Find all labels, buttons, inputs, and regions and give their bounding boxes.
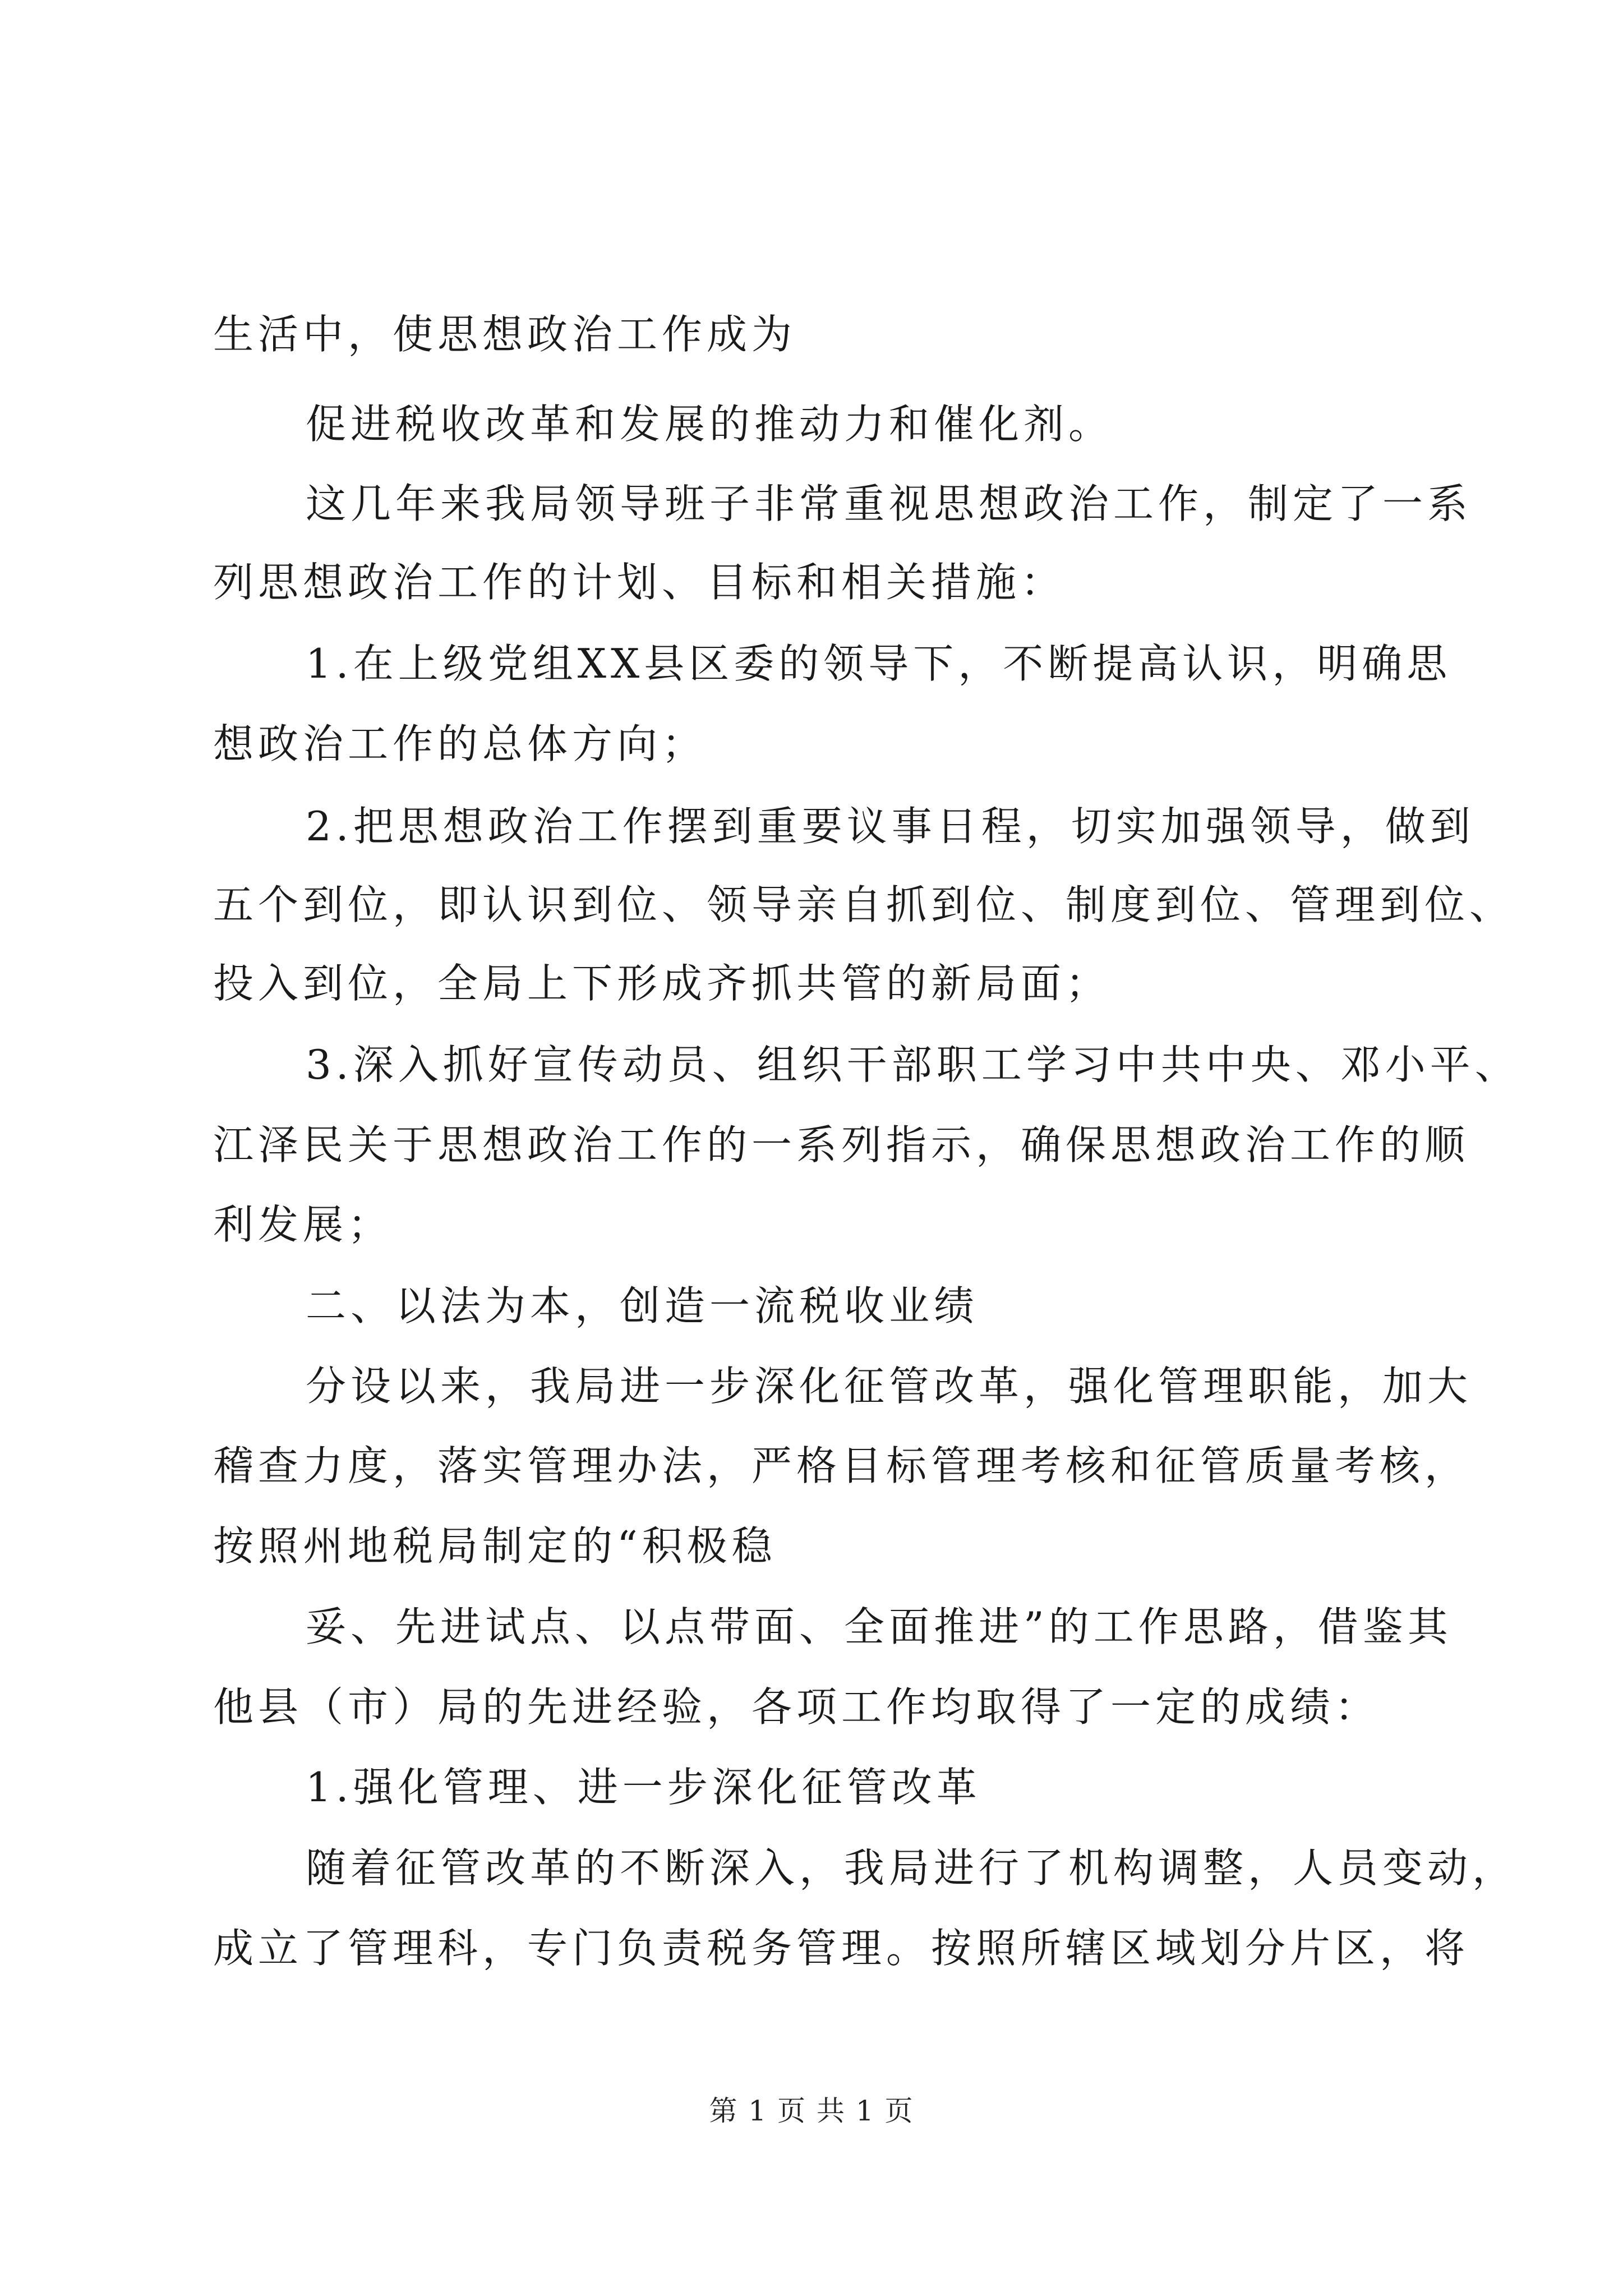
subsection-heading: 1.强化管理、进一步深化征管改革: [306, 1764, 981, 1811]
text-line: 想政治工作的总体方向；: [213, 720, 707, 767]
text-line: 促进税收改革和发展的推动力和催化剂。: [306, 401, 1114, 448]
text-line: 分设以来，我局进一步深化征管改革，强化管理职能，加大: [306, 1363, 1473, 1410]
text-line: 生活中，使思想政治工作成为: [213, 311, 797, 358]
text-line: 妥、先进试点、以点带面、全面推进”的工作思路，借鉴其: [306, 1603, 1453, 1650]
page-number-footer: 第 1 页 共 1 页: [709, 2095, 914, 2127]
text-line: 江泽民关于思想政治工作的一系列指示，确保思想政治工作的顺: [213, 1121, 1470, 1168]
text-line: 这几年来我局领导班子非常重视思想政治工作，制定了一系: [306, 480, 1473, 527]
text-line: 投入到位，全局上下形成齐抓共管的新局面；: [213, 960, 1111, 1007]
text-line: 1.在上级党组XX县区委的领导下，不断提高认识，明确思: [306, 640, 1452, 687]
text-line: 稽查力度，落实管理办法，严格目标管理考核和征管质量考核，: [213, 1442, 1470, 1489]
text-line: 他县（市）局的先进经验，各项工作均取得了一定的成绩：: [213, 1683, 1380, 1731]
text-line: 利发展；: [213, 1201, 393, 1248]
text-line: 列思想政治工作的计划、目标和相关措施：: [213, 559, 1066, 606]
text-line: 成立了管理科，专门负责税务管理。按照所辖区域划分片区，将: [213, 1925, 1470, 1972]
text-line: 按照州地税局制定的“积极稳: [213, 1522, 777, 1570]
text-line: 3.深入抓好宣传动员、组织干部职工学习中共中央、邓小平、: [306, 1041, 1520, 1088]
text-line: 2.把思想政治工作摆到重要议事日程，切实加强领导，做到: [306, 803, 1475, 850]
text-line: 随着征管改革的不断深入，我局进行了机构调整，人员变动，: [306, 1844, 1518, 1892]
section-heading: 二、以法为本，创造一流税收业绩: [306, 1282, 979, 1329]
text-line: 五个到位，即认识到位、领导亲自抓到位、制度到位、管理到位、: [213, 881, 1515, 928]
